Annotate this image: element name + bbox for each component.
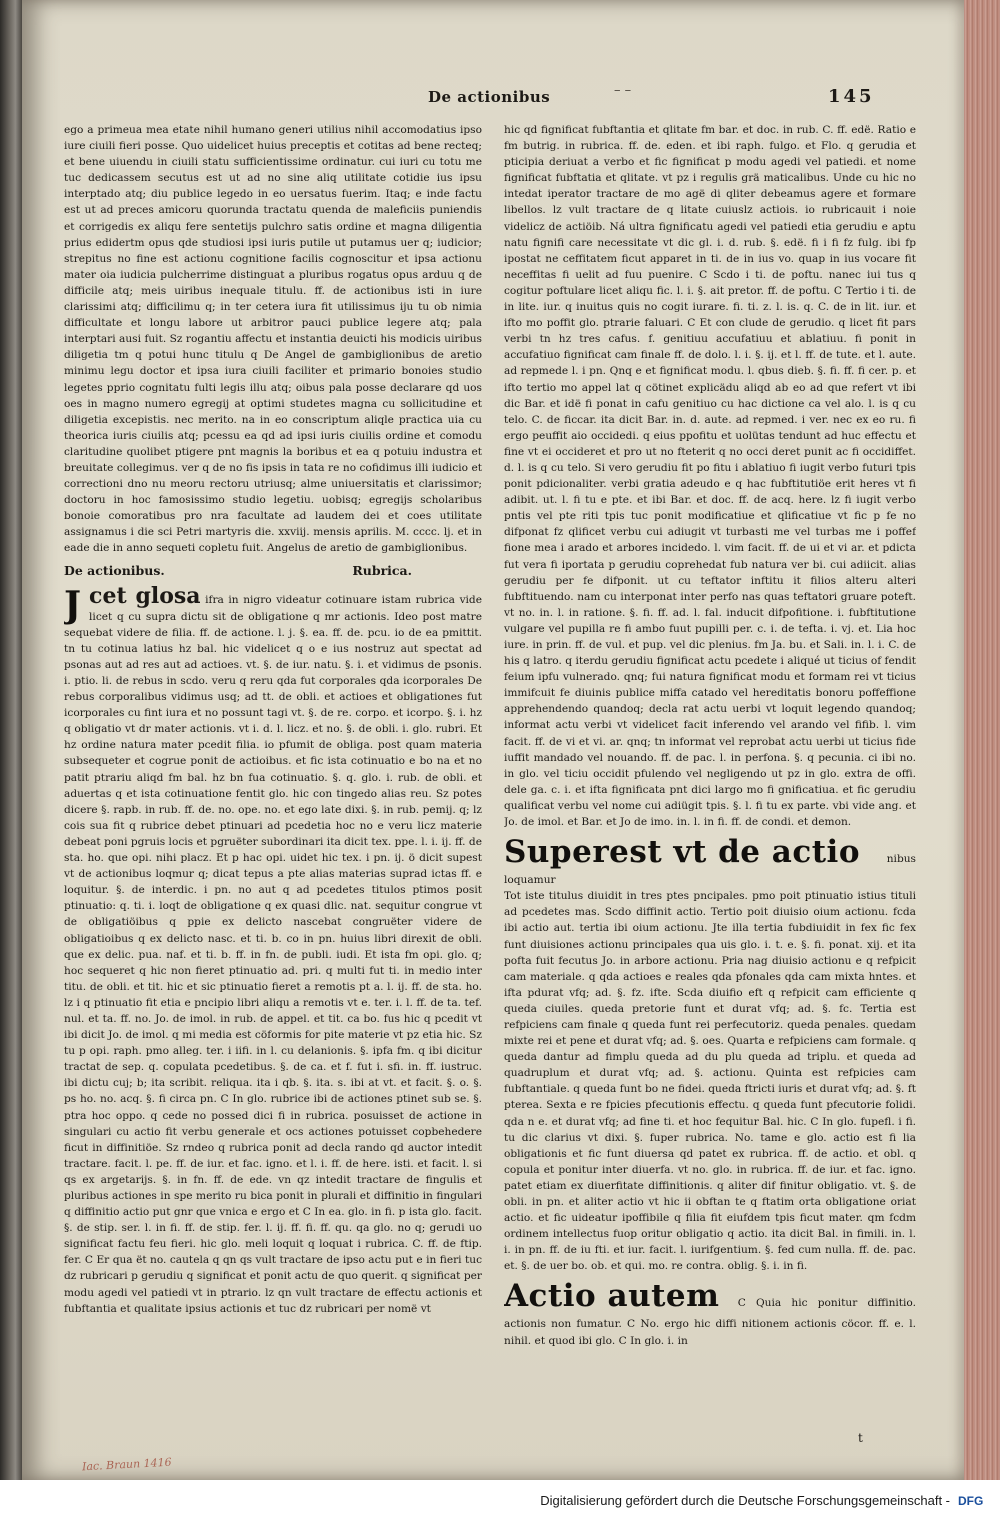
drop-initial: J: [64, 583, 82, 626]
book-page: [22, 0, 964, 1480]
funding-credit: Digitalisierung gefördert durch die Deutsche Forschungsgemeinschaft -: [540, 1493, 950, 1508]
heading-actio-row: [504, 1274, 916, 1348]
heading-actio-autem: Actio autem: [504, 1278, 720, 1315]
section-rubric: Rubrica.: [352, 562, 412, 578]
commentary-body: ifra in nigro videatur cotinuare istam rubrica vide licet q cu supra dictu sit de obligatione q mr actionis. Ideo post matre sequebat videre de filia. ff. de actione. l. j. §. ea. ff. de. pcu. io de ea pmittit. tn tu cotinua latius hz bal. hic videlicet q o e ius nostruz aut spectat ad psonas aut ad res aut ad actioes. vt. §. de iur. natu. §. i. et vidimus de psonis. i. ptio. li. de rebus in scdo. veru q reru qda fut corporales qda icorporales De rebus corporalibus vidimus usq; ad tt. de obli. et actioes et obligationes fut icorporales cu fint iura et no possunt tagi vt. §. de re. corpo. et icorpo. §. i. hz q obligatio vt dr mater actionis. vt i. d. l. licz. et no. §. de obli. i. glo. rubri. Et hz ordine natura mater pcedit filia. io pfumit de obliga. post quam materia subsequeter et cogrue ponit de actioibus. et fic ista cotinuatio e bo na et no patit ptrariu aliqd fm bal. hz bn fua cotinuatio. §. q. glo. i. rub. de obli. et aduertas q et ista cotinuatione fentit glo. hic con tingedo alias reu. Sz potes dicere §. rapb. in rub. ff. de. no. ope. no. et ego late dixi. §. in rub. pemij. q; lz cois sua fit q rubrice debet ptinuari ad pcedetia hoc no e veru licz materie debeat poni pgruis locis et pgruëter subordinari ita dicit tex. ppe. l. i. ij. ff. de sta. ho. que opi. nihi placz. Et p hac opi. uidet hic tex. i pn. ij. ö dicit supest vt de actionibus loqmur q; dicat tepus a pte alias materias suprad ictas ff. e loquitur. §. de interdic. i pn. no aut q ad pcedetes titulos ptimos posit ptinuatio: q. ti. i. loqt de obligatione q ex quasi dlic. nat. sequitur congrue vt de obligatiöibus q ppie ex delicto nascebat congruëter videre de obligatioibus q ex delicto nasc. et ti. b. co in pn. huius libri direxit de obli. que ex delic. pua. naf. et ti. b. ff. in fn. de publi. iudi. Et ista fm opi. glo. q; hoc sequeret q hic non fieret ptinuatio ad. pri. q multi fut ti. in medio inter titu. de obli. et tit. hic et sic ptinuatio fieret a remotis pt a. l. ij. ff. de sta. ho. lz i q ptinuatio fit etia e pncipio libri aliqu a remotis vt e. ter. i. l. ff. de ta. tef. nul. et ta. ff. no. Jo. de imol. in rub. de appel. et tit. ca bo. fus hic q pcedit vt ibi dicit Jo. de imol. q mi media est cöformis for pite materie vt pz etia hic. Sz tu p opi. raph. pmo alleg. ter. i iifi. in l. cu delanionis. §. ipfa fm. q ibi dicitur tractat de sep. q. copulata pcedetibus. §. de ca. et f. fut i. sfi. in. ff. iustruc. ibi dictu cuj; b; ita scribit. reliqua. ita i qb. §. ita. s. ibi at vt. et facit. §. o. §. ps ho. no. acq. §. fi circa pn. C In glo. rubrice ibi de actiones ptinet sub se. §. ptra hoc oppo. q cede no possed dici fi in rubrica. posuisset de actione in singulari cu actio fit verbu generale et ocs actiones potuisset copbehedere ficut in diffinitiöe. Sz rndeo q rubrica ponit ad decla rando qd auctor intedit tractare. facit. l. pe. ff. de iur. et fac. igno. et l. i. ff. de here. isti. et facit. l. si qs ex argetarijs. §. in fn. ff. de ede. vn qz intedit tractare de fingulis et pluribus actiones in spe merito ru bica ponit in plurali et diffinitio in fingulari q diffinitio actio put gnr que vnica e ergo et C In ea. glo. in fi. p ista glo. facit. §. de stip. ser. l. in fi. ff. de stip. fer. l. ij. ff. fi. ff. qu. qa glo. no q; gerudi uo significat factu feu fieri. hic glo. meli loquit q loquat i rubrica. C. ff. de ftip. fer. C Er qua ët no. cautela q qn qs vult tractare de ipso actu put e in fieri tuc dz rubricari p gerudiu q significat et ponit actu de quo querit. q significat per modu agedi vel patiedi vt in ptrario. lz qn vult tractare de effectu actionis et fubftantia et qualitate ipsius actionis et tuc dz rubricari per nomë vt: [64, 593, 482, 1315]
page-number: 145: [828, 86, 875, 107]
opening-words: cet glosa: [89, 582, 201, 609]
signature-mark: t: [858, 1431, 863, 1445]
right-body-end: C Quia hic ponitur diffinitio. actionis non fumatur. C No. ergo hic diffi nitionem actionis cöcor. ff. e. l. nihil. et quod ibi glo. C In glo. i. in: [504, 1297, 916, 1347]
right-body-mid: Tot iste titulus diuidit in tres ptes pncipales. pmo poit ptinuatio istius tituli ad pcedetes mas. Scdo diffinit actio. Tertio poit diuisio oium actionu. fcda ibi actio aut. tertia ibi oium actionu. Jte illa tertia fubdiuidit in fex fic fex funt diuisiones actionu principales qua uis glo. i. t. e. §. fi. ponat. xij. et ita pofta fuit fecutus Jo. in arbore actionu. Pria nag diuisio actionu e q refpicit cam materiale. q qda actioes e reales qda pfonales qda cam mixta hntes. et ifta pdurat vfq; ad. §. fz. ifte. Scda diuifio eft q refpicit cam efficiente q queda ciuiles. queda pretorie funt et durat vfq; ad. §. fc. Tertia est refpiciens cam finale q queda funt rei perfecutoriz. queda penales. quedam mixte rei et pene et durat vfq; ad. §. oes. Quarta e refpiciens cam formale. q queda dantur ad fimplu queda ad du plu queda ad triplu. et queda ad quadruplum et durat vfq; ad. §. actionu. Quinta est refpicies cam fubftantiale. q queda funt bo ne fidei. queda ftricti iuris et durat vfq; ad. §. ft pterea. Sexta e re fpicies pfecutionis effectu. q queda funt pfecutorie folidi. qda n e. et durat vfq; ad fine ti. et hoc fequitur Bal. hic. C In glo. fupefl. i fi. tu dic clarius vt dixi. §. fuper rubrica. No. tame e glo. actio est fi lia obligationis et fic funt diuersa qd patet ex rubrica. ff. de actio. et obl. q copula et ponitur inter diuerfa. vt no. glo. in rubrica. ff. de iur. et fac. igno. patet etiam ex diuerfitate diffinitionis. q aliter dif finitur obligatio. vt. §. de obli. in pn. et aliter actio vt hic ii obftan te q ftatim orta obligatione oriat actio. et fic uideatur ipoffibile q filia fit eiufdem tpis ficut mater. qm fcdm ordinem intellectus fuop oritur obligatio q actio. ita dicit Bal. in fimili. in. l. i. in pn. ff. de iu fti. et iur. facit. l. iurifgentium. §. fed cum nulla. ff. de. pac. et. §. de uer bo. ob. et qui. mo. re contra. oblig. §. i. in fi.: [504, 890, 916, 1273]
dfg-logo-text: DFG: [958, 1494, 984, 1508]
handwritten-margin-note: Iac. Braun 1416: [81, 1455, 172, 1474]
heading-superest-tail: nibus loquamur: [504, 853, 916, 887]
running-head: De actionibus: [428, 88, 551, 106]
heading-superest-row: [504, 830, 916, 888]
commentary-text: [64, 583, 482, 1317]
right-column: [504, 122, 916, 1452]
page-edges: [963, 0, 1000, 1480]
ornament-dash: – –: [614, 83, 632, 98]
footer-bar: [0, 1480, 1000, 1522]
left-column: [64, 122, 482, 1442]
preface-text: ego a primeua mea etate nihil humano generi utilius nihil accomodatius ipso iure ciuili fieri posse. Quo uidelicet huius preceptis et cotitas ad bene recteq; et bene uiuendu in ciuili statu sufficientissime ordinatur. cui iuri cu totu me tuc dedicassem secutus est ut ad no sine aliq utilitate cotidie ius ipsu interptado atq; diu publice legedo in eo uersatus fuerim. Itaq; e inde factu est ut ad preces amicoru quorunda tractatu quenda de maleficiis puniendis et corrigedis ex aliqu fere sentetijs pulchro satis ordine et magna diligentia prius edidertm opus qde studiosi ipsi iuris putile ut putamus uer q; iudicior; strepitus no fine est actionu cognitione facilis cognoscitur et ipsa actionu mater oia iudicia pulcherrime distinguat a pluribus rogatus opus arduu q de difficile atq; meis uiribus inequale titulu. ff. de actionibus isti in iure clarissimi atq; difficilimu q; in ter cetera iura fit utilissimus iju tu ob nimia difficultate et longu labore ut arbitror pauci publice legere atq; pala interptari ausi fuit. Sz rogantiu affectu et instantia deuicti his modicis uiribus diligetia tm q potui hunc titulu q De Angel de gambiglionibus de aretio minimu legu doctor et ipsa iura ciuili faciliter et primario bonoies studio legetes pprio cognitatu fulti legis illu atq; oibus pala posse declarare qd uos oes in magno numero egregij at optimi studetes magna cu sollicitudine et diligetia excepistis. nec merito. na in eo conscriptum aliqle practica uia cu theorica iuris ciuilis atq; pcessu ea qd ad ipsi iuris ciuilis ordine et comodu claritudine quolibet ptigere pnt magnis la boribus et ea q potuiu industra et breuitate collegimus. ver q de no fis ipsis in tata re no cofidimus illi iudicio et correctioni dno nu meoru rectoru utriusq; alme uniuersitatis et clarissimor; doctoru in hoc famosissimo studio legetiu. uobisq; egregijs scholaribus bonoie comoratibus pro nra facultate ad laudem dei et coes utilitate assignamus i die sci Petri martyris die. xxviij. mensis aprilis. M. cccc. lj. et in eade die in anno sequeti copletu fuit. Angelus de aretio de gambiglionibus.: [64, 124, 482, 555]
right-body-top: hic qd fignificat fubftantia et qlitate fm bar. et doc. in rub. C. ff. edë. Ratio e fm butrig. in rubrica. ff. de. eden. et ibi raph. fulgo. et Flo. q gerudia et pticipia deriuat a verbo et fic fignificat p modu agedi vel patiedi. et nome fignificat fubftatia et qlitate. vt pz i regulis grä maticalibus. Unde cu hic no intedat iperator tractare de mo agë di qliter debeamus agere et formare libellos. lz vult tractare de q litate cuiuslz actiois. io rubricauit i noie videlicz de actiöib. Ná ultra fignificatu agedi vel patiedi etia gerudiu e aptu natu fignifi care necessitate vt dic gl. i. d. rub. §. edë. fi i fi fz fulg. ibi fp ipostat ne ceffitatem ficut apparet in ti. de in ius vo. quap in ius vocare fit neceffitas fi uelit ad fuu puenire. C Scdo i ti. de poftu. nanec iui tus q cogitur poftulare licet aliqu fic. l. i. §. ait pretor. ff. de poftu. C Tertio i ti. de in lite. iur. q inuitus quis no cogit iurare. fi. ti. z. l. is. q. C. de in lit. iur. et ifto mo poffit glo. ptrarie faluari. C Et con clude de gerudio. q licet fit pars verbi tn hz tres cafus. f. genitiuu accufatiuu et ablatiuu. fi ponit in accufatiuo fignificat cam finale ff. de dolo. l. i. §. ij. et l. ff. de tute. et l. aute. ad repmede l. i pn. Qnq e et fignificat modu. l. qbus dieb. §. fi. ff. fi cer. p. et ifto tertio mo appel lat q cötinet explicädu aliqd ab eo ad que refert vt ibi dic Bar. et idë fi ponat in cafu genitiuo cu hac dictione ca vel alo. l. is q cu telo. C. de ficcar. ita dicit Bar. in. d. aute. ad repmed. i ver. nec ex eo ru. fi ergo peuffit aio occidedi. q eius ppofitu et uolütas tendunt ad huc effectu et fine vt ei occideret et pro ut no fteterit q no occi deret punit ac fi occidiffet. d. l. is q cu telo. Si vero gerudiu fit po fitu i ablatiuo fi iugit verbo futuri tpis ponit pdicionaliter. verbi gratia adeudo e q hac fubftitutiöe erit heres vt fi adibit. ut. l. fi tu e pte. et ibi Bar. et doc. ff. de acq. here. lz fi iugit verbo pntis vel pte riti tpis tuc ponit modificatiue et qlificatiue vt fic p fe no difponat fz qlificet verbu cui adiugit vt turbasti me vel turbas me i poffef fione mea i arado et arbores incidedo. l. vim facit. ff. de ui et vi ar. et pdicta fut vera fi iportata p gerudiu coprehedat fub natura ver bi. cui adiicit. alias gerudiu per fe difponit. ut cu teftator inftitu it filios alteru alteri fubftituendo. nam cu interponat inter perfo nas quas teftatori gruare poteft. vt no. in. l. in ratione. §. fi. ff. ad. l. fal. inducit difpofitione. i. fubftitutione vulgare vel pupilla re fi ambo fuut pupilli per. c. i. de tefta. i. vj. et. Lia hoc iure. in prin. ff. de vul. et pup. vel dic plenius. fm Ja. bu. et Sali. in. l. i. C. de his q latro. q iterdu gerudiu fignificat actu pcedete i aliqué ut ticius of fendit feium ipfu vulnerado. qnq; fui natura fignificat modu et formam rei vt ticius immifcuit fe diuinis publice miffa catado vel hereditatis bonoru poffeffione apprehendendo quandoq; decla rat actu uerbi vt loquit legendo quandoq; informat actu verbi vt videlicet facit inferendo vel arando vel fifib. l. vim facit. ff. de vi et vi. ar. qnq; tn informat vel reprobat actu uerbi ut ticius fide iuffit mandado vel nouando. ff. de pac. l. in perfona. §. q pecunia. ci ibi no. in glo. vel ticiu occidit pfulendo vel negligendo ut pz in glo. extra de offi. dele ga. c. i. et ifta fignificata pnt dici largo mo fi gnificatiua. et fic gerudiu qualificat verbu vel nome cui adiügit tpis. §. l. fi tu ex parte. vbi vide ang. et Jo. de imol. et Bar. et Jo de imo. in. l. in fi. ff. de condi. et demon.: [504, 124, 916, 829]
section-title: De actionibus.: [64, 562, 165, 578]
book-gutter: [0, 0, 22, 1480]
heading-superest: Superest vt de actio: [504, 834, 860, 871]
section-heading: [64, 563, 482, 579]
dfg-logo-icon: [956, 1492, 990, 1509]
